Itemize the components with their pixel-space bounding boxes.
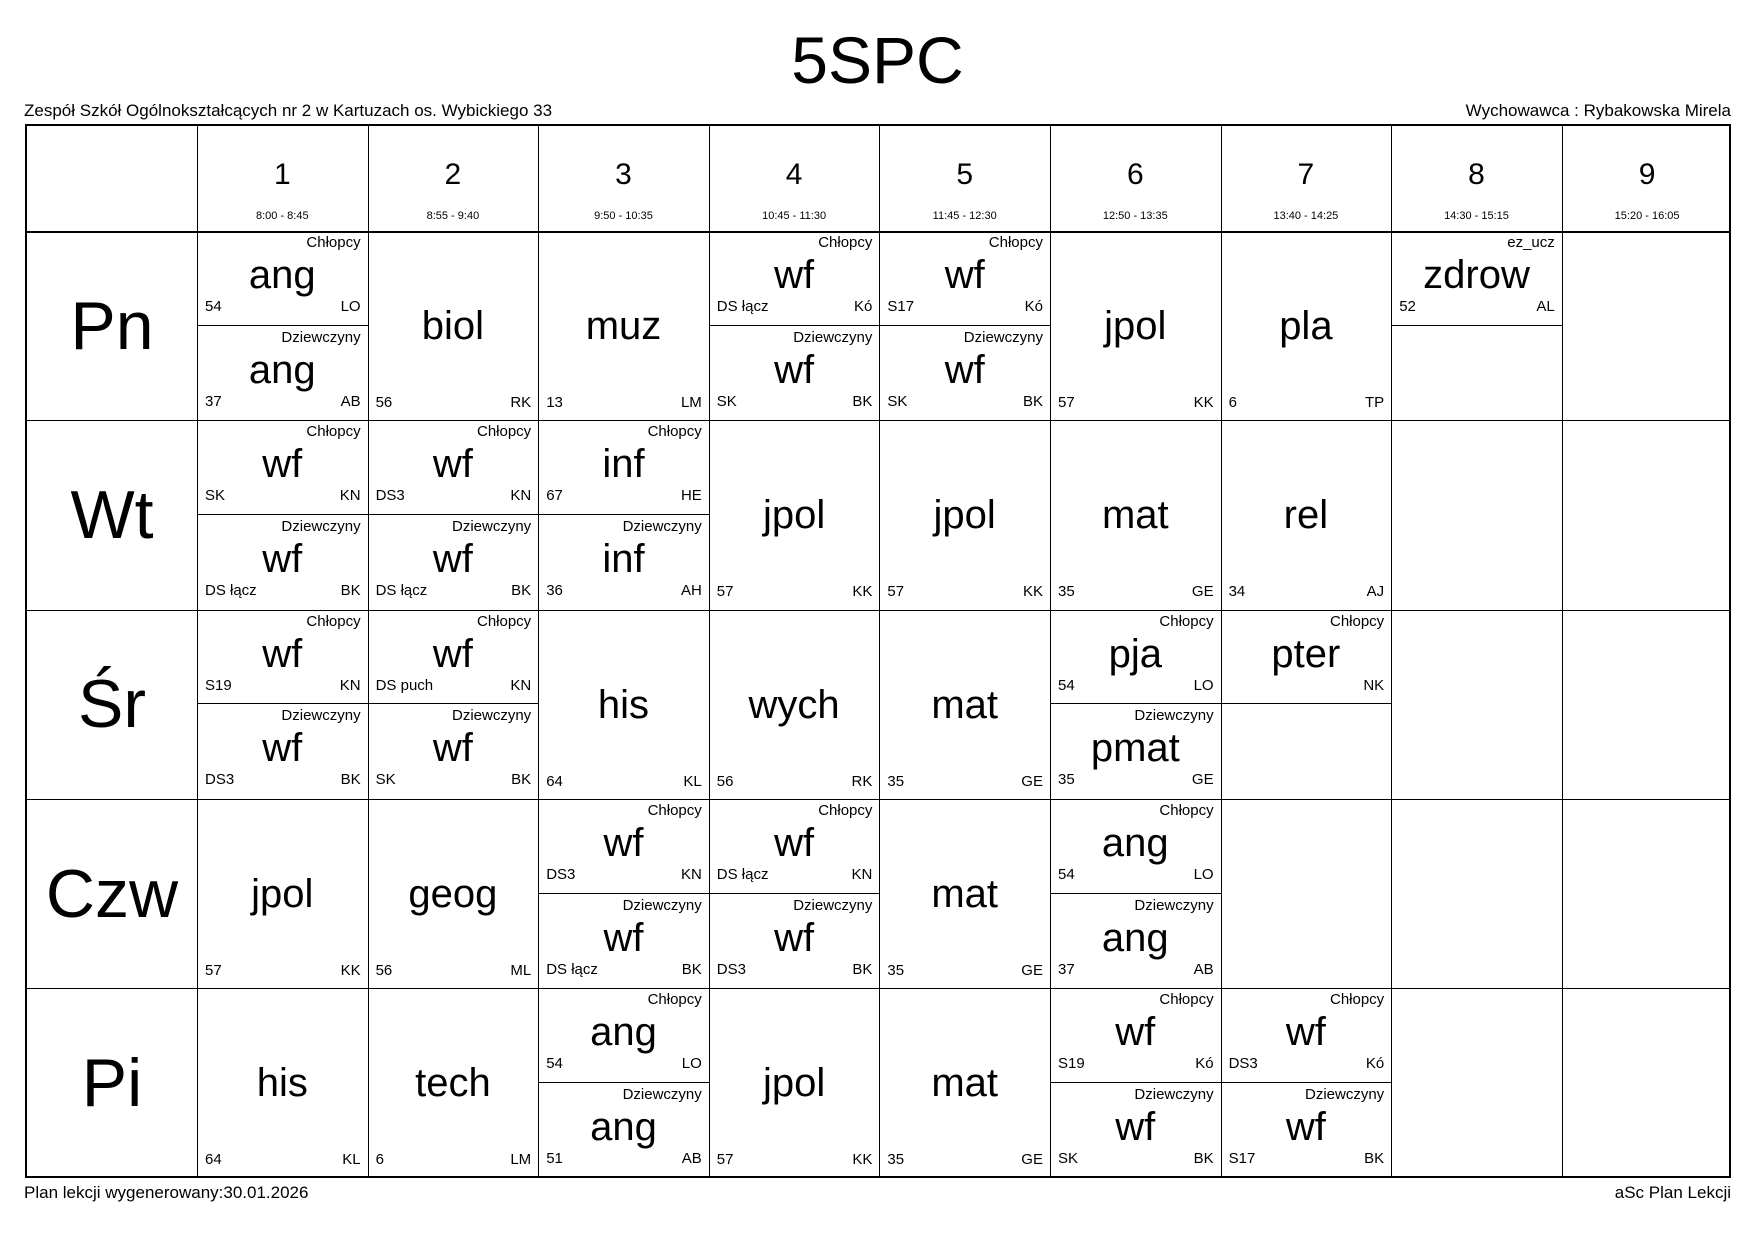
group-label: Chłopcy — [1159, 801, 1214, 819]
subject-name: rel — [1283, 493, 1329, 538]
lesson-cell — [709, 799, 880, 894]
subject-name: wf — [603, 820, 644, 865]
group-label: Dziewczyny — [1134, 896, 1214, 914]
period-time: 10:45 - 11:30 — [762, 210, 827, 222]
teacher-code: ML — [510, 961, 532, 979]
teacher-code: KK — [340, 961, 361, 979]
subject-name: jpol — [1104, 304, 1167, 348]
group-label: Chłopcy — [306, 612, 361, 630]
lesson-cell — [879, 231, 1050, 326]
group-label: Chłopcy — [1159, 612, 1214, 630]
group-divider — [1221, 703, 1392, 704]
lesson-cell — [1221, 231, 1392, 420]
lesson-cell — [1221, 420, 1392, 609]
teacher-code: KL — [683, 772, 702, 790]
lesson-cell — [197, 988, 368, 1177]
period-header — [709, 126, 880, 231]
teacher-code: BK — [681, 960, 702, 978]
room-label: 56 — [375, 394, 393, 411]
room-label: 13 — [546, 394, 563, 411]
period-header — [368, 126, 539, 231]
subject-name: tech — [415, 1061, 491, 1106]
room-label: SK — [1058, 1149, 1079, 1167]
room-label: 64 — [205, 1151, 222, 1169]
subject-name: ang — [1101, 820, 1169, 865]
lesson-cell — [879, 420, 1050, 609]
period-number: 8 — [1468, 158, 1485, 191]
lesson-cell — [538, 610, 709, 799]
subject-name: zdrow — [1423, 253, 1530, 297]
lesson-cell — [368, 515, 539, 610]
subject-name: mat — [931, 1061, 999, 1106]
subject-name: inf — [602, 536, 645, 581]
lesson-cell — [538, 988, 709, 1083]
timetable-grid — [25, 124, 1731, 1178]
period-time: 11:45 - 12:30 — [932, 210, 997, 222]
column-divider — [1562, 126, 1563, 1176]
subject-name: wf — [432, 536, 473, 581]
teacher-code: BK — [340, 581, 361, 599]
subject-name: wf — [1285, 1104, 1326, 1149]
teacher-code: NK — [1363, 676, 1385, 694]
period-time: 12:50 - 13:35 — [1102, 210, 1168, 222]
group-label: Dziewczyny — [793, 328, 873, 346]
class-teacher: Wychowawca : Rybakowska Mirela — [1465, 101, 1731, 120]
subject-name: jpol — [251, 871, 314, 916]
teacher-code: KN — [510, 676, 532, 694]
group-label: Dziewczyny — [622, 517, 702, 535]
room-label: DS3 — [375, 487, 405, 505]
teacher-code: AH — [680, 581, 702, 599]
room-label: 35 — [1058, 771, 1075, 789]
group-label: Dziewczyny — [281, 517, 361, 535]
lesson-cell — [1050, 704, 1221, 799]
lesson-cell — [197, 231, 368, 326]
room-label: 37 — [1058, 960, 1075, 978]
room-label: 6 — [375, 1151, 384, 1169]
period-header — [197, 126, 368, 231]
generated-date: Plan lekcji wygenerowany:30.01.2026 — [24, 1183, 309, 1202]
lesson-cell — [709, 894, 880, 989]
lesson-cell — [1391, 231, 1562, 326]
teacher-code: KK — [852, 583, 873, 601]
room-label: 54 — [205, 298, 222, 315]
subject-name: wf — [774, 347, 815, 392]
school-name: Zespół Szkół Ogólnokształcących nr 2 w Kartuzach os. Wybickiego 33 — [24, 101, 553, 120]
room-label: 64 — [546, 772, 563, 790]
group-label: Chłopcy — [988, 234, 1043, 251]
group-label: Dziewczyny — [622, 896, 702, 914]
teacher-code: AB — [340, 392, 361, 410]
teacher-code: RK — [510, 394, 532, 411]
teacher-code: BK — [340, 771, 361, 789]
group-label: Chłopcy — [306, 423, 361, 441]
lesson-cell — [368, 610, 539, 705]
teacher-code: LM — [680, 394, 702, 411]
group-label: Dziewczyny — [452, 707, 532, 725]
subject-name: wf — [1115, 1104, 1156, 1149]
group-label: Dziewczyny — [1134, 707, 1214, 725]
subject-name: wf — [262, 631, 303, 676]
group-label: Dziewczyny — [622, 1085, 702, 1103]
group-label: Dziewczyny — [1134, 1085, 1214, 1103]
teacher-code: TP — [1365, 394, 1385, 411]
period-time: 13:40 - 14:25 — [1273, 210, 1339, 222]
room-label: S19 — [205, 676, 232, 694]
lesson-cell — [538, 799, 709, 894]
group-label: Chłopcy — [647, 991, 702, 1009]
subject-name: wf — [774, 820, 815, 865]
room-label: DS łącz — [375, 581, 428, 599]
lesson-cell — [368, 988, 539, 1177]
teacher-code: KK — [852, 1151, 873, 1169]
lesson-cell — [1221, 988, 1392, 1083]
day-label: Wt — [70, 476, 154, 553]
teacher-code: AL — [1536, 298, 1555, 315]
teacher-code: KN — [510, 487, 532, 505]
teacher-code: BK — [1022, 392, 1043, 410]
lesson-cell — [1221, 610, 1392, 705]
teacher-code: BK — [511, 581, 532, 599]
subject-name: muz — [585, 304, 662, 348]
period-header — [1221, 126, 1392, 231]
lesson-cell — [538, 894, 709, 989]
lesson-cell — [879, 326, 1050, 421]
period-number: 1 — [273, 158, 291, 191]
subject-name: geog — [408, 871, 498, 916]
group-label: Chłopcy — [1159, 991, 1214, 1009]
lesson-cell — [709, 988, 880, 1177]
room-label: S19 — [1058, 1055, 1085, 1073]
lesson-cell — [197, 326, 368, 421]
room-label: 57 — [716, 583, 734, 601]
room-label: 54 — [1058, 865, 1075, 883]
room-label: S17 — [1228, 1149, 1256, 1167]
subject-name: inf — [602, 442, 645, 487]
teacher-code: GE — [1021, 772, 1043, 790]
group-label: Chłopcy — [476, 423, 532, 441]
lesson-cell — [1050, 610, 1221, 705]
group-label: Chłopcy — [1329, 612, 1385, 630]
day-label: Pn — [70, 287, 154, 364]
room-label: 35 — [887, 961, 905, 979]
teacher-code: RK — [851, 772, 873, 790]
lesson-cell — [709, 420, 880, 609]
room-label: S17 — [887, 298, 915, 315]
subject-name: wf — [432, 631, 473, 676]
subject-name: biol — [421, 304, 485, 348]
room-label: 57 — [1058, 394, 1075, 411]
teacher-code: GE — [1191, 771, 1214, 789]
period-number: 4 — [785, 158, 803, 191]
lesson-cell — [879, 799, 1050, 988]
room-label: SK — [887, 392, 908, 410]
lesson-cell — [197, 704, 368, 799]
teacher-code: BK — [511, 771, 532, 789]
lesson-cell — [1050, 894, 1221, 989]
period-header — [1050, 126, 1221, 231]
group-label: Dziewczyny — [281, 707, 361, 725]
room-label: 34 — [1228, 583, 1246, 601]
subject-name: jpol — [762, 493, 826, 538]
period-header — [1391, 126, 1562, 231]
lesson-cell — [709, 610, 880, 799]
teacher-code: GE — [1191, 583, 1214, 601]
room-label: 57 — [205, 961, 222, 979]
room-label: 67 — [546, 487, 563, 505]
period-header — [538, 126, 709, 231]
subject-name: mat — [1101, 493, 1169, 538]
room-label: 52 — [1399, 298, 1416, 315]
day-label: Śr — [78, 666, 146, 743]
teacher-code: HE — [680, 487, 702, 505]
group-label: Dziewczyny — [793, 896, 873, 914]
room-label: 57 — [887, 583, 905, 601]
teacher-code: KK — [1193, 394, 1214, 411]
room-label: 36 — [546, 581, 563, 599]
subject-name: mat — [931, 871, 999, 916]
teacher-code: BK — [1193, 1149, 1214, 1167]
lesson-cell — [197, 610, 368, 705]
subject-name: mat — [931, 682, 999, 727]
lesson-cell — [1221, 1083, 1392, 1178]
period-number: 3 — [615, 158, 632, 191]
room-label: 57 — [716, 1151, 734, 1169]
room-label: DS3 — [205, 771, 235, 789]
subject-name: ang — [590, 1104, 657, 1149]
room-label: 35 — [887, 772, 905, 790]
subject-name: wf — [262, 726, 303, 771]
subject-name: his — [256, 1061, 308, 1106]
group-label: Chłopcy — [818, 801, 873, 819]
subject-name: pter — [1271, 631, 1341, 676]
teacher-code: KN — [339, 676, 361, 694]
teacher-code: BK — [852, 960, 873, 978]
teacher-code: KL — [342, 1151, 361, 1169]
subject-name: wf — [1285, 1010, 1326, 1055]
subject-name: ang — [1101, 915, 1169, 960]
lesson-cell — [197, 515, 368, 610]
lesson-cell — [538, 1083, 709, 1178]
teacher-code: LO — [681, 1055, 702, 1073]
teacher-code: BK — [852, 392, 873, 410]
period-time: 8:55 - 9:40 — [426, 210, 480, 222]
lesson-cell — [1050, 799, 1221, 894]
room-label: DS puch — [375, 676, 434, 694]
room-label: 54 — [1058, 676, 1075, 694]
room-label: SK — [716, 392, 737, 410]
subject-name: pmat — [1090, 726, 1180, 771]
subject-name: his — [597, 682, 650, 727]
page-title: 5SPC — [791, 23, 964, 97]
subject-name: wf — [774, 915, 815, 960]
subject-name: wf — [944, 347, 985, 392]
day-label: Pi — [81, 1044, 143, 1121]
room-label: DS łącz — [546, 960, 598, 978]
teacher-code: BK — [1364, 1149, 1385, 1167]
teacher-code: KN — [680, 865, 702, 883]
period-time: 9:50 - 10:35 — [594, 210, 653, 222]
group-label: Dziewczyny — [1305, 1085, 1385, 1103]
subject-name: wf — [944, 253, 985, 297]
lesson-cell — [1050, 420, 1221, 609]
lesson-cell — [538, 420, 709, 515]
room-label: DS łącz — [716, 298, 769, 315]
teacher-code: LO — [340, 298, 361, 315]
period-header — [1562, 126, 1733, 231]
subject-name: jpol — [762, 1061, 826, 1106]
subject-name: wf — [262, 442, 303, 487]
teacher-code: AB — [1193, 960, 1214, 978]
group-label: Dziewczyny — [281, 328, 361, 346]
lesson-cell — [879, 610, 1050, 799]
teacher-code: LO — [1193, 676, 1214, 694]
room-label: DS3 — [716, 960, 746, 978]
lesson-cell — [197, 420, 368, 515]
lesson-cell — [368, 231, 539, 420]
group-label: Dziewczyny — [963, 328, 1043, 346]
teacher-code: LO — [1193, 865, 1214, 883]
subject-name: wf — [1115, 1010, 1156, 1055]
subject-name: ang — [248, 253, 316, 297]
group-label: Chłopcy — [647, 801, 702, 819]
teacher-code: GE — [1021, 1151, 1043, 1169]
group-label: Chłopcy — [476, 612, 532, 630]
teacher-code: Kó — [1195, 1055, 1214, 1073]
lesson-cell — [709, 231, 880, 326]
room-label: DS łącz — [716, 865, 769, 883]
lesson-cell — [709, 326, 880, 421]
subject-name: wf — [262, 536, 303, 581]
room-label: 54 — [546, 1055, 563, 1073]
room-label: DS łącz — [205, 581, 257, 599]
subject-name: jpol — [933, 493, 996, 538]
subject-name: pla — [1279, 304, 1333, 348]
subject-name: ang — [590, 1010, 657, 1055]
teacher-code: KN — [339, 487, 361, 505]
room-label: DS3 — [1228, 1055, 1258, 1073]
room-label: SK — [375, 771, 396, 789]
room-label: 51 — [546, 1149, 563, 1167]
teacher-code: Kó — [854, 298, 873, 315]
room-label: 35 — [887, 1151, 905, 1169]
room-label: 6 — [1228, 394, 1237, 411]
group-label: ez_ucz — [1507, 234, 1555, 251]
subject-name: wf — [432, 442, 473, 487]
teacher-code: AJ — [1366, 583, 1385, 601]
teacher-code: KN — [851, 865, 873, 883]
lesson-cell — [538, 515, 709, 610]
room-label: SK — [205, 487, 226, 505]
lesson-cell — [368, 420, 539, 515]
subject-name: wf — [603, 915, 644, 960]
group-label: Chłopcy — [1329, 991, 1385, 1009]
lesson-cell — [197, 799, 368, 988]
period-time: 8:00 - 8:45 — [256, 210, 309, 222]
lesson-cell — [1050, 231, 1221, 420]
period-number: 7 — [1297, 158, 1315, 191]
period-number: 6 — [1126, 158, 1144, 191]
teacher-code: Kó — [1365, 1055, 1385, 1073]
period-number: 9 — [1638, 158, 1656, 191]
room-label: 35 — [1058, 583, 1075, 601]
room-label: 37 — [205, 392, 222, 410]
period-time: 15:20 - 16:05 — [1614, 210, 1680, 222]
subject-name: wf — [774, 253, 815, 297]
lesson-cell — [1050, 1083, 1221, 1178]
group-label: Dziewczyny — [452, 517, 532, 535]
period-number: 2 — [444, 158, 462, 191]
subject-name: wf — [432, 726, 473, 771]
subject-name: wych — [748, 682, 840, 727]
period-number: 5 — [956, 158, 974, 191]
subject-name: ang — [248, 347, 316, 392]
app-name: aSc Plan Lekcji — [1614, 1183, 1731, 1202]
group-divider — [1391, 325, 1562, 326]
day-label: Czw — [45, 855, 179, 932]
lesson-cell — [368, 704, 539, 799]
teacher-code: GE — [1021, 961, 1043, 979]
lesson-cell — [538, 231, 709, 420]
group-label: Chłopcy — [647, 423, 702, 441]
group-label: Chłopcy — [818, 234, 873, 251]
room-label: DS3 — [546, 865, 576, 883]
teacher-code: Kó — [1024, 298, 1043, 315]
teacher-code: KK — [1022, 583, 1043, 601]
lesson-cell — [879, 988, 1050, 1177]
period-header — [879, 126, 1050, 231]
group-label: Chłopcy — [306, 234, 361, 251]
teacher-code: AB — [681, 1149, 702, 1167]
lesson-cell — [1050, 988, 1221, 1083]
lesson-cell — [368, 799, 539, 988]
room-label: 56 — [375, 961, 393, 979]
teacher-code: LM — [510, 1151, 532, 1169]
period-time: 14:30 - 15:15 — [1444, 210, 1509, 222]
subject-name: pja — [1108, 631, 1162, 676]
room-label: 56 — [716, 772, 734, 790]
